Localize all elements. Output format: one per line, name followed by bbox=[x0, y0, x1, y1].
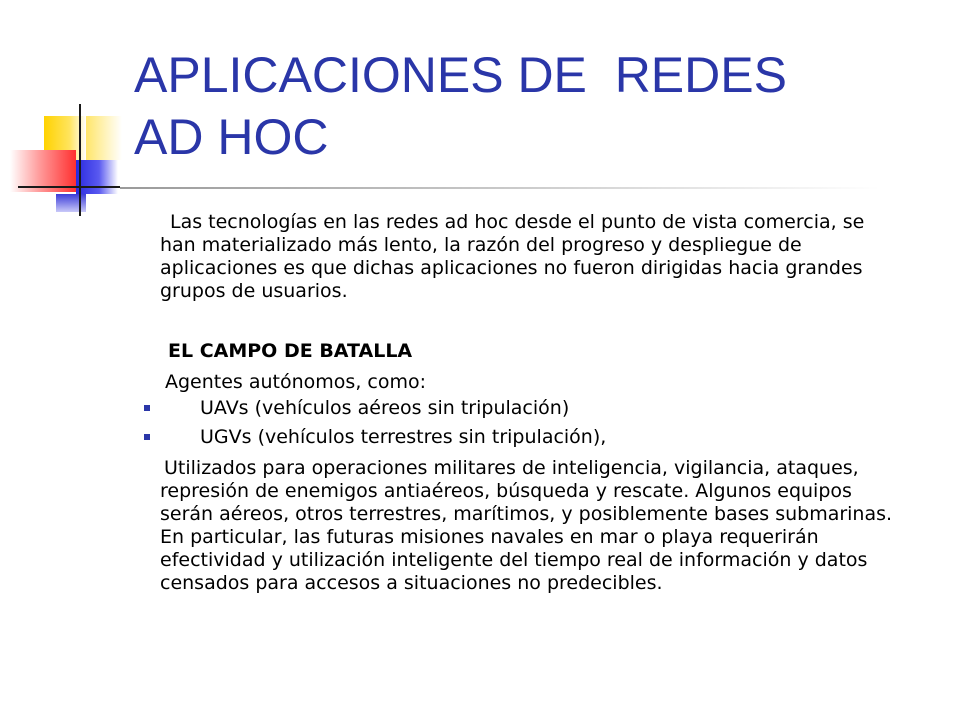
bullet-item-uavs: UAVs (vehículos aéreos sin tripulación) bbox=[200, 397, 570, 419]
bullet-item-ugvs: UGVs (vehículos terrestres sin tripulación), bbox=[200, 426, 607, 448]
bullet-icon bbox=[144, 405, 150, 411]
decorative-yellow-fade bbox=[86, 116, 122, 160]
section-heading: EL CAMPO DE BATALLA bbox=[168, 340, 413, 362]
decorative-horizontal-line bbox=[18, 186, 120, 188]
decorative-vertical-line bbox=[79, 104, 81, 216]
agents-intro: Agentes autónomos, como: bbox=[165, 371, 427, 393]
slide-title-line-2: AD HOC bbox=[134, 109, 329, 165]
closing-paragraph bbox=[160, 457, 900, 595]
slide-title-line-1: APLICACIONES DE REDES bbox=[134, 47, 787, 103]
decorative-blue-shadow bbox=[56, 194, 86, 212]
closing-paragraph-text: Utilizados para operaciones militares de inteligencia, vigilancia, ataques, represión de enemigos antiaéreos, búsqueda y rescate. Algunos equipos serán aéreos, otros terrestres, marítimos, y posiblemente bases submarinas. En particular, las futuras misiones navales en mar o playa requerirán efectividad y utilización inteligente del tiempo real de información y datos censados para accesos a situaciones no predecibles. bbox=[160, 457, 893, 594]
decorative-blue-square bbox=[76, 160, 118, 194]
slide-title bbox=[134, 44, 914, 168]
title-underline bbox=[120, 187, 880, 189]
intro-paragraph-text: Las tecnologías en las redes ad hoc desde el punto de vista comercia, se han materializado más lento, la razón del progreso y despliegue de aplicaciones es que dichas aplicaciones no fueron dirigidas hacia grandes grupos de usuarios. bbox=[160, 211, 865, 302]
bullet-icon bbox=[144, 434, 150, 440]
intro-paragraph bbox=[160, 211, 900, 303]
